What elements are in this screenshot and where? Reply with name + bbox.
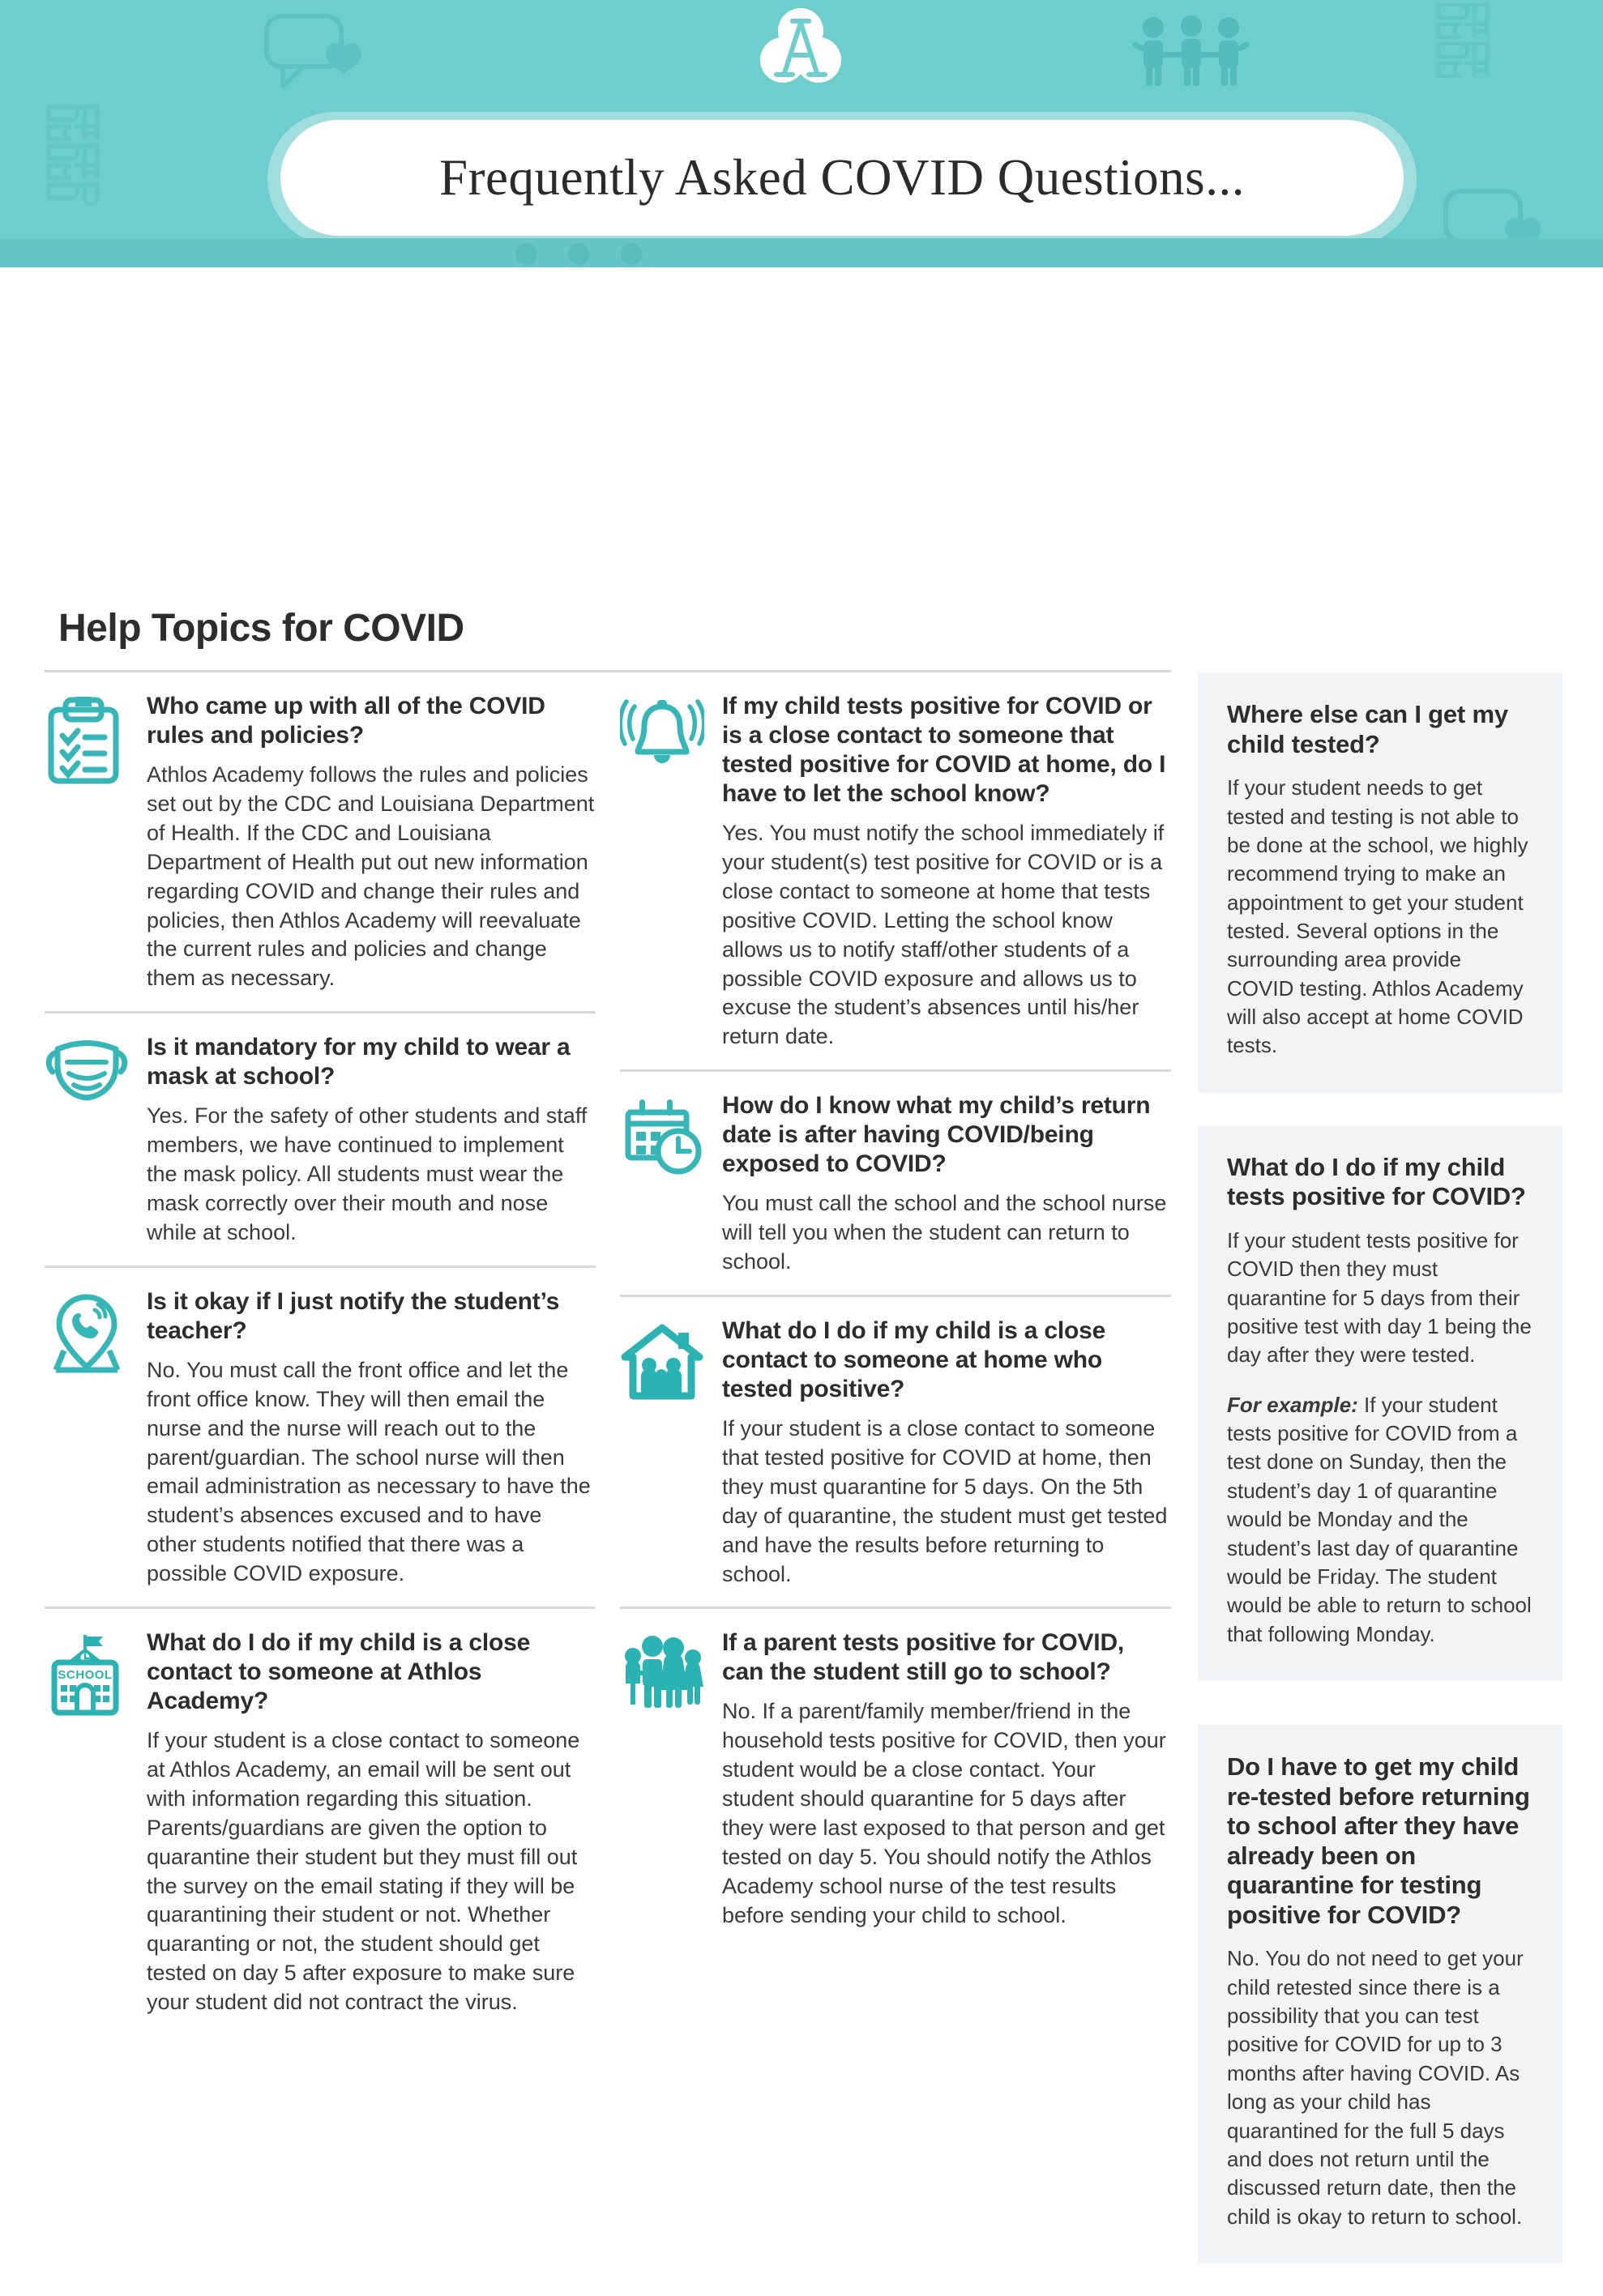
faq-question: Is it mandatory for my child to wear a mask at school? <box>147 1034 571 1090</box>
school-building-icon <box>45 1628 140 1718</box>
faq-question: How do I know what my child’s return date is after having COVID/being exposed to COVID? <box>722 1092 1151 1178</box>
family-group-icon <box>620 1628 716 1711</box>
sidebar-question: Where else can I get my child tested? <box>1227 700 1508 758</box>
faq-item[interactable] <box>620 1295 1171 1589</box>
example-text: If your student tests positive for COVID from a test done on Sunday, then the student’s day 1 of quarantine would be Monday and the student’s last day of quarantine would be Friday. The student would be able to return to school that following Monday. <box>1227 1392 1532 1646</box>
faq-column-middle <box>620 672 1171 1931</box>
sidebar-answer: If your student tests positive for COVID then they must quarantine for 5 days from their positive test with day 1 being the day after they were tested. <box>1227 1227 1532 1368</box>
sidebar-question: Do I have to get my child re-tested before returning to school after they have already been on quarantine for testing positive for COVID? <box>1227 1752 1530 1929</box>
svg-text:SCHOOL: SCHOOL <box>58 1668 113 1683</box>
page-header <box>0 0 1603 267</box>
phone-location-pin-icon <box>45 1287 140 1376</box>
faq-item[interactable] <box>620 1069 1171 1277</box>
faq-item[interactable] <box>45 1265 596 1589</box>
section-title: Help Topics for COVID <box>58 607 464 650</box>
athlos-a-monogram-logo <box>760 6 841 84</box>
faq-answer: Yes. You must notify the school immediately if your student(s) test positive for COVID or is a close contact to someone at home that tests positive COVID. Letting the school know allows us to notify staff/other students of a possible COVID exposure and allows us to excuse the student’s absences until his/her return date. <box>722 821 1165 1049</box>
dot-3 <box>621 243 643 265</box>
ringing-bell-icon <box>620 692 716 778</box>
house-family-icon <box>620 1317 716 1402</box>
faq-question: If a parent tests positive for COVID, can the student still go to school? <box>722 1629 1125 1686</box>
faq-item[interactable] <box>620 1607 1171 1930</box>
sidebar-card[interactable] <box>1198 672 1562 1093</box>
puzzle-pieces-icon <box>32 91 154 220</box>
faq-question: What do I do if my child is a close contact to someone at Athlos Academy? <box>147 1629 531 1715</box>
sidebar-question: What do I do if my child tests positive for COVID? <box>1227 1152 1526 1211</box>
header-dots <box>515 243 643 265</box>
sidebar-card[interactable] <box>1198 1125 1562 1681</box>
faq-answer: If your student is a close contact to someone that tested positive for COVID at home, then they must quarantine for 5 days. On the 5th day of quarantine, the student must get tested and have the results before returning to school. <box>722 1415 1168 1586</box>
faq-question: What do I do if my child is a close contact to someone at home who tested positive? <box>722 1317 1106 1402</box>
faq-answer: If your student is a close contact to someone at Athlos Academy, an email will be sent out with information regarding this situation. Parents/guardians are given the option to quarantine their student but they must fill out the survey on the email stating if they will be quarantining their student or not. Whether quaranting or not, the student should get tested on day 5 after exposure to make sure your student did not contract the virus. <box>147 1728 580 2015</box>
faq-answer: You must call the school and the school nurse will tell you when the student can return to school. <box>722 1191 1167 1274</box>
faq-question: Who came up with all of the COVID rules and policies? <box>147 693 545 749</box>
faq-item[interactable] <box>620 672 1171 1052</box>
sidebar-card[interactable] <box>1198 1725 1562 2264</box>
clipboard-checklist-icon <box>45 692 140 786</box>
dot-1 <box>515 243 537 265</box>
three-people-icon <box>1131 15 1252 86</box>
dot-2 <box>568 243 590 265</box>
puzzle-pieces-icon <box>1422 0 1544 113</box>
faq-column-left <box>45 672 596 2017</box>
sidebar-answer: If your student needs to get tested and testing is not able to be done at the school, we highly recommend trying to make an appointment to get your student tested. Several options in the surrounding area provide COVID testing. Athlos Academy will also accept at home COVID tests. <box>1227 775 1528 1058</box>
title-pill <box>280 120 1404 236</box>
faq-question: If my child tests positive for COVID or is a close contact to someone that tested positive for COVID at home, do I have to let the school know? <box>722 693 1166 807</box>
page-title: Frequently Asked COVID Questions... <box>439 149 1245 206</box>
faq-item[interactable] <box>45 1607 596 2017</box>
header-bottom-band <box>0 238 1603 267</box>
sidebar-answer: No. You do not need to get your child retested since there is a possibility that you can test positive for COVID for up to 3 months after having COVID. As long as your child has quarantined for the full 5 days and does not return until the discussed return date, then the child is okay to return to school. <box>1227 1946 1524 2229</box>
example-label: For example: <box>1227 1392 1358 1417</box>
faq-question: Is it okay if I just notify the student’s teacher? <box>147 1287 560 1344</box>
faq-answer: No. You must call the front office and let the front office know. They will then email the nurse and the nurse will reach out to the parent/guardian. The school nurse will then email administration as necessary to have the student’s absences excused and to have other students notified that there was a possible COVID exposure. <box>147 1357 591 1586</box>
sidebar <box>1198 672 1562 2296</box>
faq-item[interactable] <box>45 672 596 993</box>
faq-item[interactable] <box>45 1011 596 1248</box>
faq-answer: Athlos Academy follows the rules and policies set out by the CDC and Louisiana Department of Health. If the CDC and Louisiana Department of Health put out new information regarding COVID and change their rules and policies, then Athlos Academy will reevaluate the current rules and policies and change them as necessary. <box>147 762 595 991</box>
speech-bubble-heart-icon <box>263 11 369 92</box>
faq-answer: Yes. For the safety of other students and staff members, we have continued to implement the mask policy. All students must wear the mask correctly over their mouth and nose while at school. <box>147 1103 588 1244</box>
faq-answer: No. If a parent/family member/friend in the household tests positive for COVID, then your student would be a close contact. Your student should quarantine for 5 days after they were last exposed to that person and get tested on day 5. You should notify the Athlos Academy school nurse of the test results before sending your child to school. <box>722 1699 1166 1927</box>
sidebar-answer-example <box>1227 1391 1533 1649</box>
calendar-clock-icon <box>620 1091 716 1177</box>
face-mask-icon <box>45 1033 140 1103</box>
